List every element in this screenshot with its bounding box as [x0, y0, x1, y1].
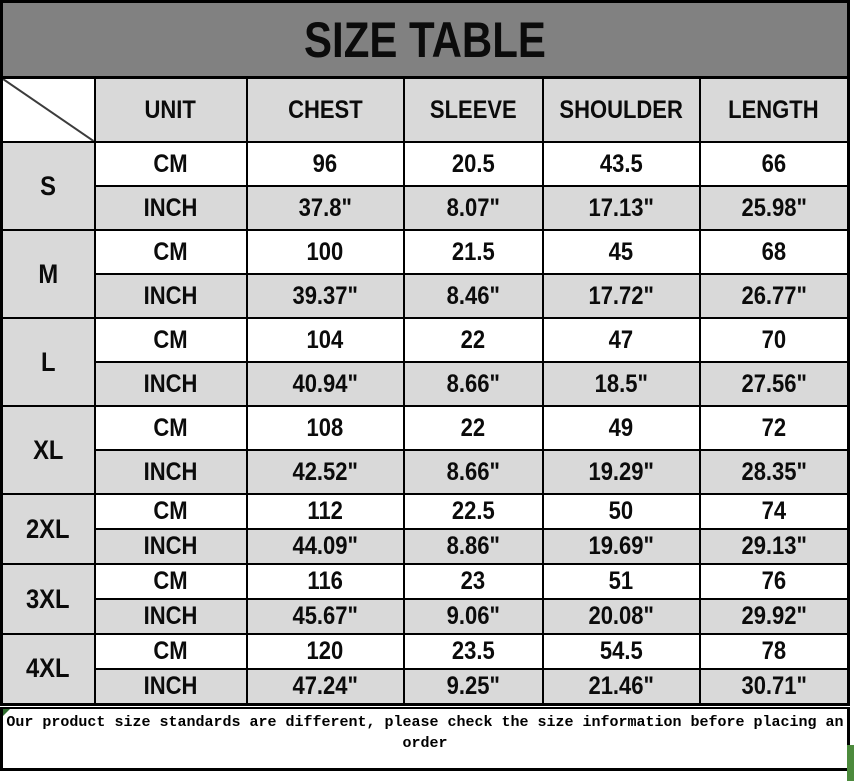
size-label: L: [40, 346, 56, 377]
length-cm-4xl: 78: [761, 637, 786, 665]
value-cell: [404, 274, 543, 318]
unit-label: [95, 599, 247, 634]
length-inch-l: 27.56": [740, 369, 807, 398]
value-cell: [404, 362, 543, 406]
chest-cm-m: 100: [306, 237, 344, 266]
shoulder-cm-3xl: 51: [608, 567, 634, 595]
column-header-label: SLEEVE: [429, 95, 517, 124]
value-cell: [247, 450, 404, 494]
unit-label: [95, 274, 247, 318]
sleeve-cm-2xl: 22.5: [451, 497, 495, 525]
value-cell: [404, 406, 543, 450]
shoulder-cm-s: 43.5: [599, 149, 643, 178]
value-cell: [404, 230, 543, 274]
unit-label: [95, 142, 247, 186]
column-header-chest: [247, 78, 404, 143]
size-label: XL: [33, 434, 64, 465]
unit-label: [95, 186, 247, 230]
value-cell: [700, 634, 849, 669]
chest-cm-4xl: 120: [306, 637, 344, 665]
value-cell: [700, 529, 849, 564]
value-cell: [543, 318, 700, 362]
unit-label: [95, 450, 247, 494]
value-cell: [247, 669, 404, 704]
column-header-label: CHEST: [287, 95, 363, 124]
unit-label: [95, 669, 247, 704]
column-header-label: SHOULDER: [559, 95, 683, 124]
column-header-sleeve: [404, 78, 543, 143]
unit-label: [95, 634, 247, 669]
size-label-s: [2, 142, 95, 230]
unit-cm-label: CM: [153, 567, 188, 595]
length-inch-s: 25.98": [740, 193, 807, 222]
value-cell: [404, 318, 543, 362]
value-cell: [700, 230, 849, 274]
chest-inch-m: 39.37": [292, 281, 358, 310]
value-cell: [700, 599, 849, 634]
value-cell: [543, 406, 700, 450]
size-label: 3XL: [26, 583, 71, 614]
chest-inch-l: 40.94": [292, 369, 358, 398]
footer-text: Our product size standards are different, please check the size information before placing an order: [6, 713, 844, 752]
column-header-label: LENGTH: [728, 95, 819, 124]
shoulder-inch-3xl: 20.08": [588, 602, 654, 630]
chest-cm-l: 104: [306, 325, 344, 354]
sleeve-inch-2xl: 8.86": [446, 532, 500, 560]
value-cell: [700, 318, 849, 362]
sleeve-cm-3xl: 23: [460, 567, 486, 595]
value-cell: [543, 274, 700, 318]
value-cell: [247, 362, 404, 406]
chest-inch-3xl: 45.67": [292, 602, 358, 630]
unit-inch-label: INCH: [143, 193, 198, 222]
size-label-xl: [2, 406, 95, 494]
chest-cm-2xl: 112: [307, 497, 343, 525]
shoulder-cm-l: 47: [608, 325, 634, 354]
sleeve-cm-m: 21.5: [451, 237, 495, 266]
length-inch-3xl: 29.92": [740, 602, 807, 630]
value-cell: [543, 450, 700, 494]
value-cell: [247, 406, 404, 450]
unit-inch-label: INCH: [143, 281, 198, 310]
value-cell: [700, 564, 849, 599]
value-cell: [247, 142, 404, 186]
page-title: SIZE TABLE: [304, 11, 546, 68]
size-label-3xl: [2, 564, 95, 634]
diagonal-line: [3, 79, 94, 141]
title-bar: [0, 0, 850, 78]
length-inch-2xl: 29.13": [740, 532, 807, 560]
length-cm-m: 68: [761, 237, 786, 266]
value-cell: [543, 142, 700, 186]
value-cell: [247, 529, 404, 564]
length-cm-xl: 72: [761, 413, 786, 442]
value-cell: [543, 669, 700, 704]
value-cell: [700, 406, 849, 450]
unit-inch-label: INCH: [143, 457, 198, 486]
value-cell: [404, 142, 543, 186]
value-cell: [543, 634, 700, 669]
chest-inch-2xl: 44.09": [292, 532, 358, 560]
shoulder-cm-xl: 49: [608, 413, 634, 442]
unit-cm-label: CM: [153, 413, 188, 442]
unit-label: [95, 230, 247, 274]
value-cell: [543, 362, 700, 406]
chest-cm-xl: 108: [306, 413, 344, 442]
shoulder-cm-m: 45: [608, 237, 634, 266]
chest-inch-xl: 42.52": [292, 457, 358, 486]
value-cell: [700, 186, 849, 230]
size-label: 4XL: [26, 653, 71, 684]
sleeve-cm-4xl: 23.5: [451, 637, 495, 665]
value-cell: [247, 274, 404, 318]
sleeve-cm-s: 20.5: [451, 149, 495, 178]
corner-cell: [2, 78, 95, 143]
sleeve-inch-m: 8.46": [446, 281, 500, 310]
column-header-shoulder: [543, 78, 700, 143]
size-label-4xl: [2, 634, 95, 704]
value-cell: [247, 564, 404, 599]
unit-cm-label: CM: [153, 325, 188, 354]
value-cell: [700, 362, 849, 406]
sleeve-inch-3xl: 9.06": [446, 602, 500, 630]
size-label-l: [2, 318, 95, 406]
size-label: M: [38, 258, 59, 289]
value-cell: [700, 142, 849, 186]
shoulder-cm-2xl: 50: [608, 497, 634, 525]
value-cell: [543, 494, 700, 529]
value-cell: [543, 230, 700, 274]
value-cell: [543, 564, 700, 599]
chest-inch-4xl: 47.24": [292, 671, 358, 700]
column-header-label: UNIT: [144, 95, 197, 124]
value-cell: [404, 634, 543, 669]
chest-cm-s: 96: [312, 149, 338, 178]
unit-label: [95, 318, 247, 362]
unit-label: [95, 494, 247, 529]
sleeve-cm-l: 22: [460, 325, 486, 354]
value-cell: [404, 599, 543, 634]
length-cm-3xl: 76: [761, 567, 786, 595]
value-cell: [404, 564, 543, 599]
length-inch-m: 26.77": [740, 281, 807, 310]
value-cell: [247, 634, 404, 669]
footer-note: [0, 707, 850, 771]
sleeve-inch-4xl: 9.25": [446, 671, 500, 700]
unit-cm-label: CM: [153, 497, 188, 525]
shoulder-inch-4xl: 21.46": [588, 671, 654, 700]
column-header-unit: [95, 78, 247, 143]
value-cell: [247, 599, 404, 634]
size-label: S: [40, 170, 57, 201]
unit-label: [95, 362, 247, 406]
length-inch-4xl: 30.71": [740, 671, 807, 700]
length-cm-2xl: 74: [761, 497, 786, 525]
value-cell: [543, 599, 700, 634]
column-header-length: [700, 78, 849, 143]
length-inch-xl: 28.35": [740, 457, 807, 486]
shoulder-inch-m: 17.72": [588, 281, 654, 310]
unit-label: [95, 406, 247, 450]
size-label-m: [2, 230, 95, 318]
green-edge-strip: [847, 745, 854, 781]
shoulder-inch-l: 18.5": [594, 369, 648, 398]
value-cell: [247, 318, 404, 362]
chest-cm-3xl: 116: [307, 567, 343, 595]
value-cell: [404, 186, 543, 230]
length-cm-s: 66: [761, 149, 786, 178]
unit-cm-label: CM: [153, 237, 188, 266]
unit-cm-label: CM: [153, 149, 188, 178]
sleeve-inch-l: 8.66": [446, 369, 500, 398]
shoulder-inch-s: 17.13": [588, 193, 654, 222]
value-cell: [247, 230, 404, 274]
sleeve-inch-s: 8.07": [446, 193, 500, 222]
chest-inch-s: 37.8": [298, 193, 352, 222]
shoulder-cm-4xl: 54.5: [599, 637, 643, 665]
value-cell: [543, 529, 700, 564]
value-cell: [247, 186, 404, 230]
unit-cm-label: CM: [153, 637, 188, 665]
unit-label: [95, 564, 247, 599]
size-label-2xl: [2, 494, 95, 564]
unit-inch-label: INCH: [143, 671, 198, 700]
length-cm-l: 70: [761, 325, 786, 354]
unit-inch-label: INCH: [143, 369, 198, 398]
size-table: [0, 76, 850, 706]
unit-inch-label: INCH: [143, 532, 198, 560]
size-label: 2XL: [26, 513, 71, 544]
value-cell: [700, 494, 849, 529]
value-cell: [404, 494, 543, 529]
sleeve-cm-xl: 22: [460, 413, 486, 442]
unit-inch-label: INCH: [143, 602, 198, 630]
value-cell: [247, 494, 404, 529]
value-cell: [700, 450, 849, 494]
value-cell: [700, 669, 849, 704]
sleeve-inch-xl: 8.66": [446, 457, 500, 486]
value-cell: [543, 186, 700, 230]
shoulder-inch-xl: 19.29": [588, 457, 654, 486]
value-cell: [404, 529, 543, 564]
shoulder-inch-2xl: 19.69": [588, 532, 654, 560]
value-cell: [404, 669, 543, 704]
value-cell: [404, 450, 543, 494]
cell-comment-marker-icon: [3, 709, 10, 716]
unit-label: [95, 529, 247, 564]
value-cell: [700, 274, 849, 318]
